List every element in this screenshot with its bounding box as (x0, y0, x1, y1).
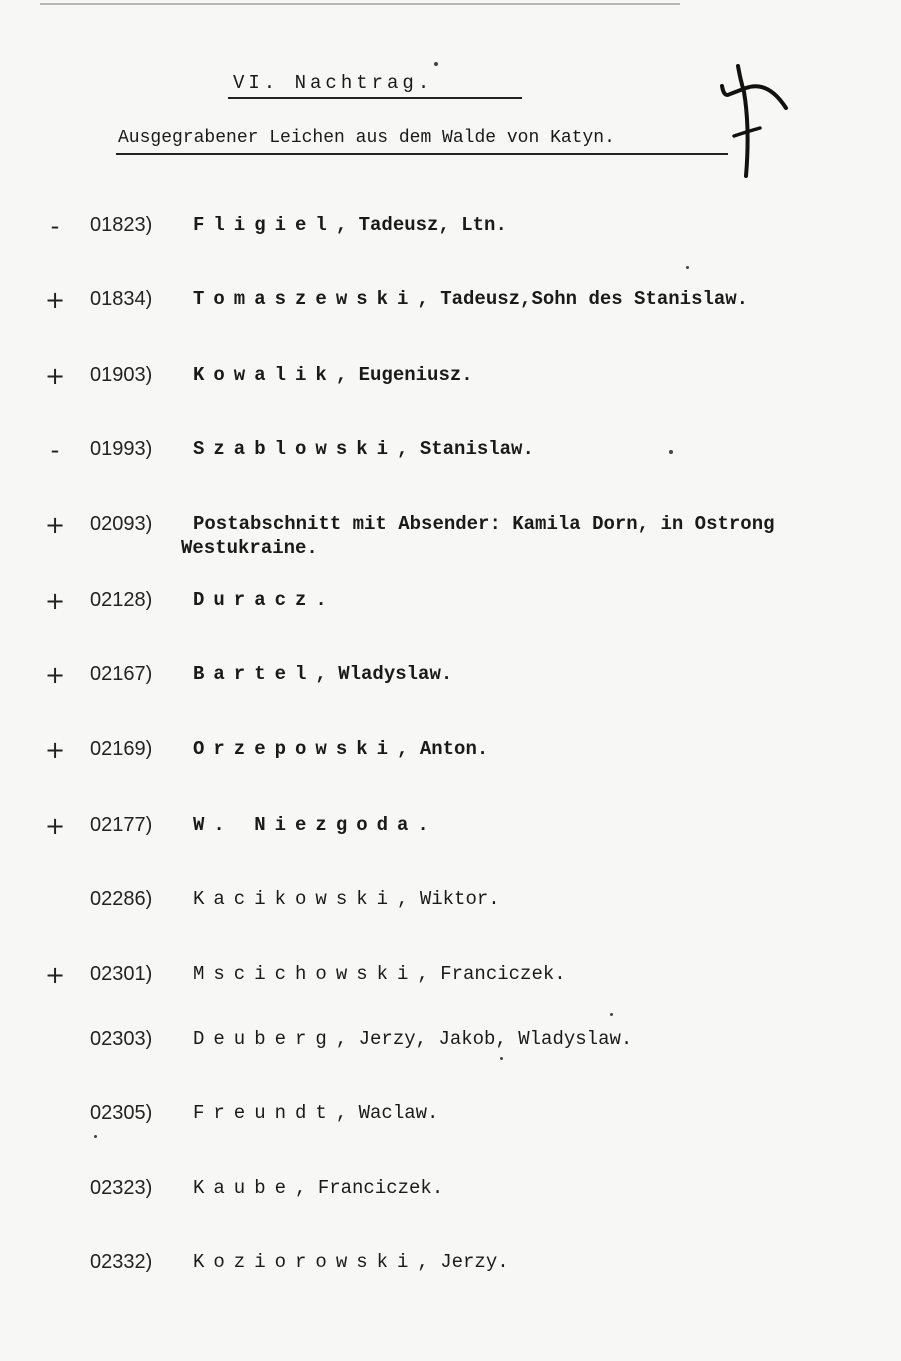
entry-surname: Kowalik (193, 364, 336, 386)
entry-number: 01993) (90, 438, 153, 460)
list-item (0, 1102, 901, 1132)
entry-continuation: Westukraine. (181, 537, 318, 559)
entry-text (193, 1177, 443, 1199)
entry-surname: Freundt (193, 1102, 336, 1124)
entry-surname: Deuberg (193, 1028, 336, 1050)
entry-given-names: , Franciczek. (417, 963, 566, 985)
handwritten-mark: - (50, 212, 60, 240)
paper-speck (500, 1057, 503, 1060)
entry-number: 01903) (90, 364, 153, 386)
handwritten-mark: + (44, 362, 66, 390)
list-item (0, 364, 901, 394)
list-item (0, 214, 901, 244)
handwritten-mark: + (44, 587, 66, 615)
entry-number: 02323) (90, 1177, 153, 1199)
entry-text (193, 738, 488, 760)
entry-number: 02128) (90, 589, 153, 611)
entry-text (193, 1251, 509, 1273)
entry-surname: Koziorowski (193, 1251, 418, 1273)
list-item (0, 589, 901, 619)
entry-given-names: , Wladyslaw. (315, 663, 453, 685)
entry-surname: Bartel (193, 663, 316, 685)
paper-speck (434, 62, 438, 66)
entry-given-names: , Anton. (397, 738, 489, 760)
entry-text (193, 364, 473, 386)
entry-surname: Kaube (193, 1177, 296, 1199)
entry-given-names: , Jerzy. (417, 1251, 509, 1273)
entry-surname: Mscichowski (193, 963, 418, 985)
handwritten-mark: + (44, 961, 66, 989)
entry-given-names: , Tadeusz,Sohn des Stanislaw. (417, 288, 749, 310)
entry-number: 02177) (90, 814, 153, 836)
list-item (0, 1251, 901, 1281)
entry-text (193, 513, 775, 535)
document-subtitle: Ausgegrabener Leichen aus dem Walde von Katyn. (118, 128, 615, 148)
entry-surname: Fligiel (193, 214, 336, 236)
entry-given-names: Postabschnitt mit Absender: Kamila Dorn, in Ostrong (193, 513, 775, 535)
paper-speck (610, 1013, 613, 1016)
handwritten-page-number-seven (716, 58, 796, 180)
entry-number: 02303) (90, 1028, 153, 1050)
entry-number: 02305) (90, 1102, 153, 1124)
entry-surname: Szablowski (193, 438, 398, 460)
entry-text (193, 663, 452, 685)
entry-given-names: , Franciczek. (295, 1177, 444, 1199)
paper-speck (669, 450, 673, 454)
document-title: VI. Nachtrag. (233, 72, 434, 94)
handwritten-mark: + (44, 511, 66, 539)
entry-text (193, 814, 438, 836)
entry-text (193, 888, 500, 910)
entry-text (193, 288, 748, 310)
entry-text (193, 438, 534, 460)
entry-number: 01823) (90, 214, 153, 236)
list-item (0, 963, 901, 993)
handwritten-mark: + (44, 736, 66, 764)
entry-number: 02301) (90, 963, 153, 985)
paper-speck (686, 266, 689, 269)
entry-number: 02093) (90, 513, 153, 535)
entry-number: 02167) (90, 663, 153, 685)
entry-surname: W. Niezgoda. (193, 814, 438, 836)
entry-given-names: , Waclaw. (335, 1102, 439, 1124)
top-edge-line (40, 3, 680, 5)
entry-given-names: , Stanislaw. (397, 438, 534, 460)
entry-given-names: , Wiktor. (397, 888, 500, 910)
handwritten-mark: + (44, 661, 66, 689)
list-item (0, 511, 901, 559)
entry-given-names: , Eugeniusz. (335, 364, 473, 386)
title-underline (228, 97, 522, 99)
entry-text (193, 589, 336, 611)
paper-speck (94, 1135, 97, 1138)
subtitle-underline (116, 153, 728, 155)
entry-text (193, 963, 566, 985)
handwritten-mark: + (44, 286, 66, 314)
entry-text (193, 214, 507, 236)
entry-text (193, 1102, 438, 1124)
handwritten-mark: - (50, 436, 60, 464)
handwritten-mark: + (44, 812, 66, 840)
list-item (0, 814, 901, 844)
list-item (0, 1177, 901, 1207)
entry-number: 02286) (90, 888, 153, 910)
list-item (0, 288, 901, 318)
entry-number: 02169) (90, 738, 153, 760)
list-item (0, 738, 901, 768)
entry-given-names: , Jerzy, Jakob, Wladyslaw. (335, 1028, 633, 1050)
entry-text (193, 1028, 632, 1050)
entry-surname: Tomaszewski (193, 288, 418, 310)
entry-surname: Kacikowski (193, 888, 398, 910)
entry-surname: Duracz. (193, 589, 336, 611)
entry-given-names: , Tadeusz, Ltn. (335, 214, 507, 236)
entry-number: 01834) (90, 288, 153, 310)
entry-surname: Orzepowski (193, 738, 398, 760)
list-item (0, 438, 901, 468)
list-item (0, 663, 901, 693)
list-item (0, 888, 901, 918)
list-item (0, 1028, 901, 1058)
entry-number: 02332) (90, 1251, 153, 1273)
